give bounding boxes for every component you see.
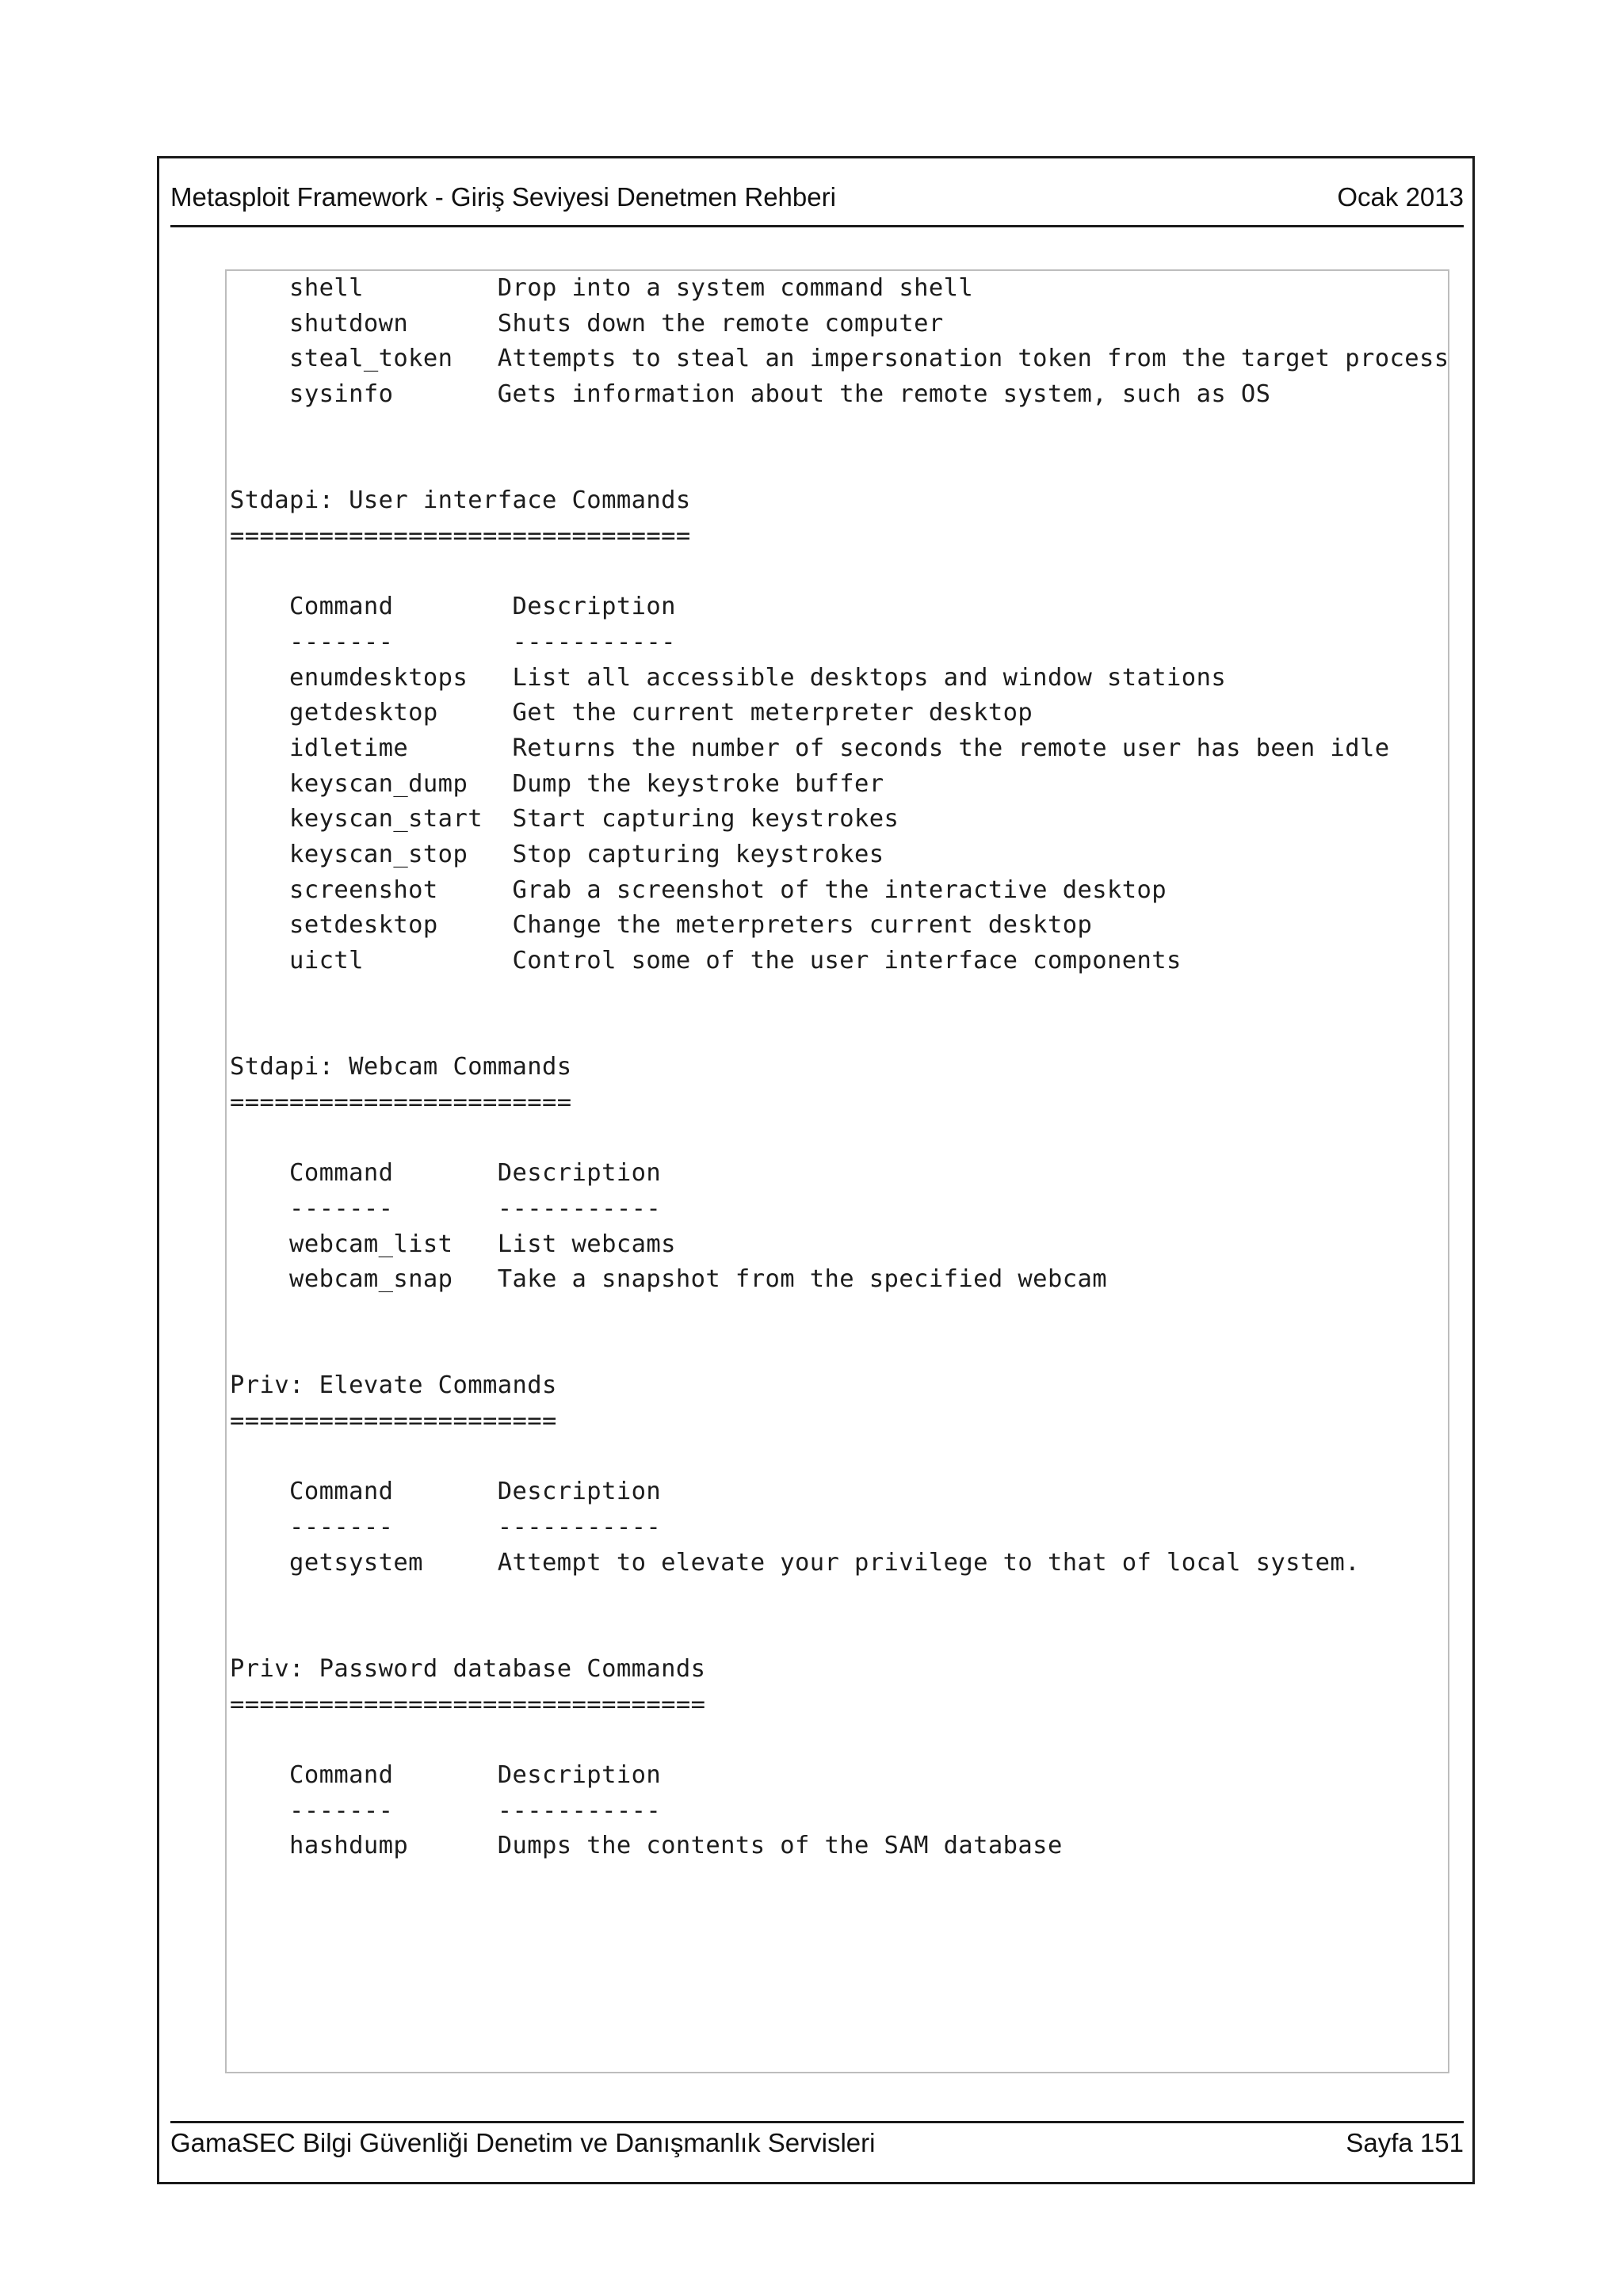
code-line: Priv: Elevate Commands [230,1371,557,1400]
code-listing [230,271,1449,1864]
code-line: keyscan_start Start capturing keystrokes [230,805,899,833]
code-line [230,1014,1449,1050]
code-line [230,555,1449,590]
code-line: uictl Control some of the user interface components [230,947,1182,975]
code-line: sysinfo Gets information about the remote system, such as OS [230,380,1271,409]
code-line [230,448,1449,483]
code-line [230,1333,1449,1369]
code-line [230,1616,1449,1652]
document-date: Ocak 2013 [1337,182,1464,212]
code-line [230,1581,1449,1616]
code-line: Command Description [230,1159,662,1188]
code-line: getdesktop Get the current meterpreter desktop [230,699,1033,727]
code-line [230,413,1449,448]
code-line: Command Description [230,1478,662,1506]
code-line: Command Description [230,1760,662,1789]
code-line: idletime Returns the number of seconds the remote user has been idle [230,734,1390,762]
page-number: Sayfa 151 [1346,2128,1464,2157]
code-line: shutdown Shuts down the remote computer [230,309,944,338]
code-line [230,1298,1449,1333]
code-line: enumdesktops List all accessible desktops and window stations [230,663,1227,692]
code-line: ------- ----------- [230,1513,662,1542]
code-line [230,979,1449,1015]
code-line: webcam_list List webcams [230,1230,676,1258]
code-line: ------- ----------- [230,627,676,656]
code-line: steal_token Attempts to steal an impersonation token from the target process [230,345,1449,373]
code-line: webcam_snap Take a snapshot from the specified webcam [230,1265,1107,1294]
code-line [230,1121,1449,1157]
code-line: =============================== [230,521,691,550]
code-line: screenshot Grab a screenshot of the interactive desktop [230,875,1167,904]
code-line: ------- ----------- [230,1194,662,1222]
code-line [230,1722,1449,1758]
code-line: getsystem Attempt to elevate your privilege to that of local system. [230,1548,1360,1577]
code-line [230,1440,1449,1475]
code-line: ------- ----------- [230,1796,662,1825]
code-line: shell Drop into a system command shell [230,274,974,302]
code-line: Priv: Password database Commands [230,1654,706,1683]
code-line: ====================== [230,1407,557,1435]
code-line: ======================= [230,1088,572,1116]
page-footer [170,2121,1464,2168]
code-line: Stdapi: User interface Commands [230,486,691,515]
code-line: hashdump Dumps the contents of the SAM database [230,1832,1063,1860]
footer-company: GamaSEC Bilgi Güvenliği Denetim ve Danışmanlık Servisleri [170,2128,876,2157]
code-line: keyscan_dump Dump the keystroke buffer [230,769,884,798]
code-line: setdesktop Change the meterpreters current desktop [230,911,1093,940]
code-line: keyscan_stop Stop capturing keystrokes [230,841,884,868]
document-title: Metasploit Framework - Giriş Seviyesi Denetmen Rehberi [170,182,836,212]
page-header [170,182,1464,227]
code-line: ================================ [230,1690,706,1718]
code-line: Stdapi: Webcam Commands [230,1053,572,1081]
code-line: Command Description [230,593,676,621]
